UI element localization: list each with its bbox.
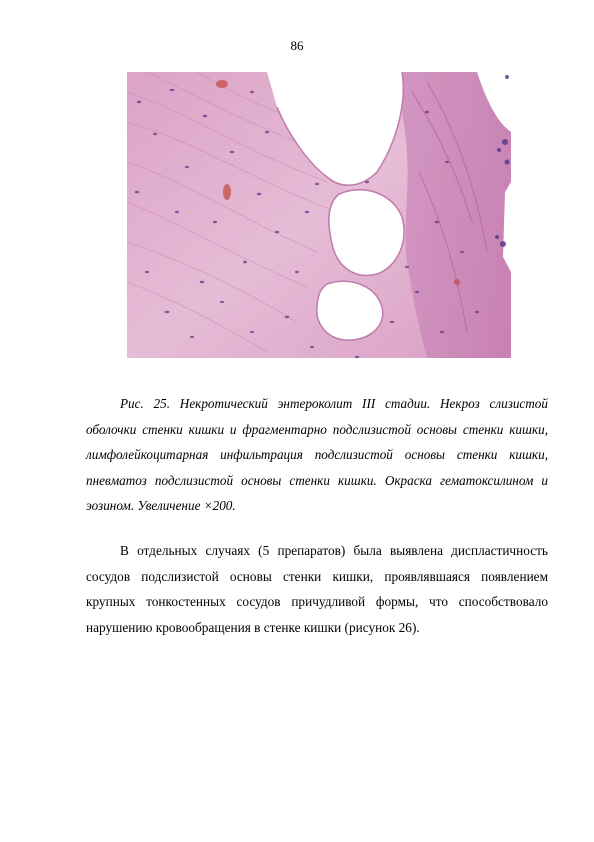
micrograph-image xyxy=(127,72,511,358)
histology-micrograph xyxy=(127,72,511,358)
body-paragraph: В отдельных случаях (5 препаратов) была выявлена диспластичность сосудов подслизистой основы стенки кишки, проявлявшаяся появлением крупных тонкостенных сосудов причудливой формы, что способствовало нарушению кровообращения в стенке кишки (рисунок 26). xyxy=(86,543,548,635)
figure-caption: Рис. 25. Некротический энтероколит III стадии. Некроз слизистой оболочки стенки кишки и фрагментарно подслизистой основы стенки кишки, лимфолейкоцитарная инфильтрация подслизистой основы стенки кишки, пневматоз подслизистой основы стенки кишки. Окраска гематоксилином и эозином. Увеличение ×200. xyxy=(86,396,548,514)
page-number: 86 xyxy=(290,38,304,53)
